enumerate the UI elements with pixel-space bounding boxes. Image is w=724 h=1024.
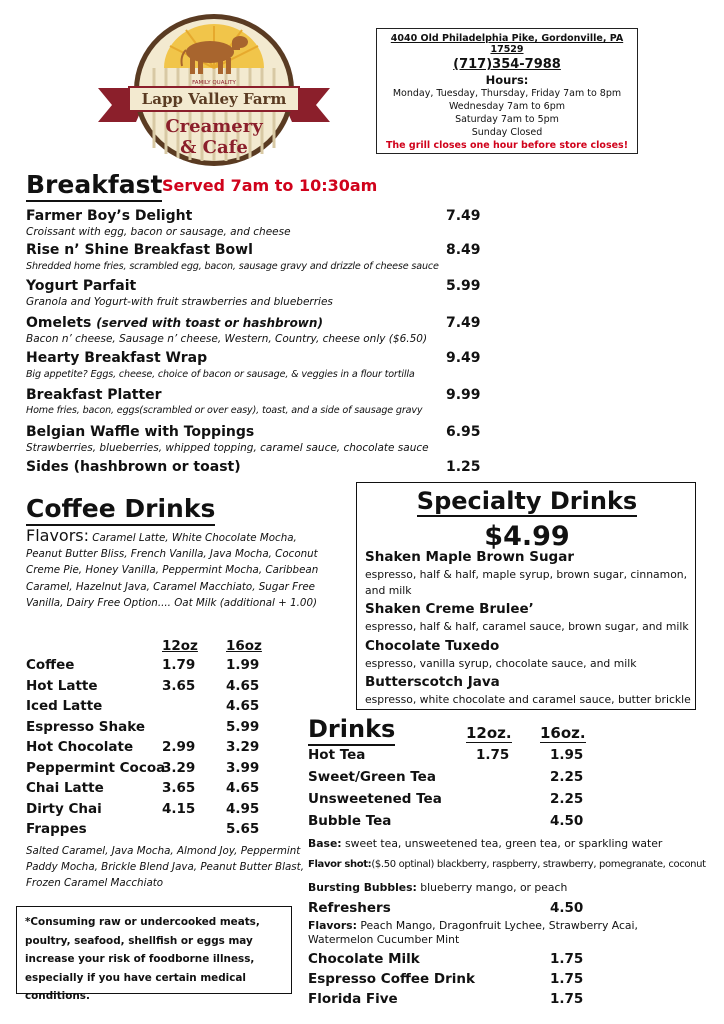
phone-number[interactable]: (717)354-7988 bbox=[453, 57, 561, 72]
coffee-item-price-16: 5.65 bbox=[226, 821, 260, 837]
drink-item-name: Unsweetened Tea bbox=[308, 791, 442, 807]
drink-item-name: Espresso Coffee Drink bbox=[308, 971, 475, 987]
hours-line: Sunday Closed bbox=[471, 127, 543, 138]
coffee-flavors-list: Caramel Latte, White Chocolate Mocha, Peanut Butter Bliss, French Vanilla, Java Mocha, Coconut Creme Pie, Honey Vanilla, Peppermint Mocha, Caribbean Caramel, Hazelnut Java, Caramel Macchiato, Sugar Free Vanilla, Dairy Free Option.... Oat Milk (additional + 1.00) bbox=[26, 532, 319, 609]
coffee-col-16oz: 16oz bbox=[226, 638, 262, 654]
coffee-flavors bbox=[26, 528, 336, 611]
specialty-price: $4.99 bbox=[484, 521, 570, 552]
info-box bbox=[376, 28, 638, 154]
specialty-item-name: Shaken Maple Brown Sugar bbox=[365, 549, 574, 565]
coffee-item-price-16: 5.99 bbox=[226, 719, 260, 735]
breakfast-item-desc: Shredded home fries, scrambled egg, bacon, sausage gravy and drizzle of cheese sauce bbox=[26, 261, 439, 272]
breakfast-item-price: 9.99 bbox=[446, 387, 481, 403]
specialty-item-desc: espresso, white chocolate and caramel sauce, butter brickle bbox=[365, 693, 691, 706]
refreshers-flavors: Flavors: Peach Mango, Dragonfruit Lychee, Strawberry Acai, Watermelon Cucumber Mint bbox=[308, 919, 638, 946]
hours-line: Wednesday 7am to 6pm bbox=[448, 101, 566, 112]
specialty-heading: Specialty Drinks bbox=[416, 487, 638, 515]
breakfast-item-desc: Croissant with egg, bacon or sausage, and cheese bbox=[26, 226, 291, 238]
drink-item-price-16: 2.25 bbox=[550, 791, 584, 807]
breakfast-item-price: 1.25 bbox=[446, 459, 481, 475]
hours-line: Saturday 7am to 5pm bbox=[455, 114, 559, 125]
svg-text:FAMILY QUALITY: FAMILY QUALITY bbox=[192, 80, 236, 86]
drink-item-name: Bubble Tea bbox=[308, 813, 392, 829]
coffee-item-name: Frappes bbox=[26, 821, 87, 837]
drinks-col-16oz: 16oz. bbox=[540, 724, 586, 742]
breakfast-item-name: Belgian Waffle with Toppings bbox=[26, 424, 255, 440]
specialty-drinks-box bbox=[356, 482, 696, 710]
coffee-item-price-12: 3.29 bbox=[162, 760, 196, 776]
coffee-item-price-16: 3.99 bbox=[226, 760, 260, 776]
drink-item-name: Refreshers bbox=[308, 900, 391, 916]
drink-item-price: 1.75 bbox=[550, 951, 584, 967]
coffee-item-price-16: 3.29 bbox=[226, 739, 260, 755]
breakfast-served-time: Served 7am to 10:30am bbox=[162, 176, 378, 195]
coffee-item-price-12: 2.99 bbox=[162, 739, 196, 755]
breakfast-item-desc: Strawberries, blueberries, whipped topping, caramel sauce, chocolate sauce bbox=[26, 442, 429, 454]
specialty-item-desc: espresso, half & half, maple syrup, brown sugar, cinnamon, and milk bbox=[365, 568, 688, 598]
breakfast-item-price: 7.49 bbox=[446, 315, 481, 331]
drink-item-price: 1.75 bbox=[550, 971, 584, 987]
hours-heading: Hours: bbox=[485, 73, 529, 87]
bubble-tea-bursting-bubbles: Bursting Bubbles: blueberry mango, or peach bbox=[308, 881, 568, 894]
drink-item-price-16: 4.50 bbox=[550, 813, 584, 829]
drink-item-price-12: 1.75 bbox=[476, 747, 510, 763]
specialty-item-name: Butterscotch Java bbox=[365, 674, 500, 690]
coffee-flavors-label: Flavors: bbox=[26, 526, 90, 545]
coffee-item-price-12: 1.79 bbox=[162, 657, 196, 673]
specialty-item-desc: espresso, vanilla syrup, chocolate sauce, and milk bbox=[365, 657, 637, 670]
specialty-item-desc: espresso, half & half, caramel sauce, brown sugar, and milk bbox=[365, 620, 689, 633]
breakfast-item-desc: Big appetite? Eggs, cheese, choice of bacon or sausage, & veggies in a flour tortilla bbox=[26, 369, 415, 380]
breakfast-item-name: Farmer Boy’s Delight bbox=[26, 208, 193, 224]
coffee-item-price-12: 3.65 bbox=[162, 678, 196, 694]
breakfast-item-name: Rise n’ Shine Breakfast Bowl bbox=[26, 242, 253, 258]
drink-item-name: Chocolate Milk bbox=[308, 951, 420, 967]
coffee-item-price-16: 4.95 bbox=[226, 801, 260, 817]
breakfast-item-price: 9.49 bbox=[446, 350, 481, 366]
breakfast-item-name: Omelets (served with toast or hashbrown) bbox=[26, 315, 323, 331]
frappe-flavors: Salted Caramel, Java Mocha, Almond Joy, Peppermint Paddy Mocha, Brickle Blend Java, Peanut Butter Blast, Frozen Caramel Macchiato bbox=[26, 845, 304, 889]
coffee-item-name: Espresso Shake bbox=[26, 719, 145, 735]
coffee-item-name: Iced Latte bbox=[26, 698, 103, 714]
breakfast-item-name: Hearty Breakfast Wrap bbox=[26, 350, 208, 366]
breakfast-item-desc: Bacon n’ cheese, Sausage n’ cheese, Western, Country, cheese only ($6.50) bbox=[26, 333, 428, 345]
coffee-item-price-16: 4.65 bbox=[226, 678, 260, 694]
coffee-item-price-16: 4.65 bbox=[226, 698, 260, 714]
drink-item-price: 1.75 bbox=[550, 991, 584, 1007]
drink-item-price-16: 1.95 bbox=[550, 747, 584, 763]
breakfast-item-name: Yogurt Parfait bbox=[26, 278, 137, 294]
specialty-item-name: Chocolate Tuxedo bbox=[365, 638, 500, 654]
breakfast-item-note: (served with toast or hashbrown) bbox=[96, 316, 323, 330]
coffee-item-price-16: 4.65 bbox=[226, 780, 260, 796]
breakfast-item-desc: Granola and Yogurt-with fruit strawberries and blueberries bbox=[26, 296, 333, 308]
coffee-heading: Coffee Drinks bbox=[26, 494, 215, 526]
address: 4040 Old Philadelphia Pike, Gordonville, PA 17529 bbox=[390, 33, 624, 55]
coffee-item-name: Hot Chocolate bbox=[26, 739, 134, 755]
logo-creamery: Creamery bbox=[165, 116, 263, 137]
drink-item-name: Florida Five bbox=[308, 991, 398, 1007]
coffee-item-name: Chai Latte bbox=[26, 780, 104, 796]
coffee-item-name: Dirty Chai bbox=[26, 801, 102, 817]
specialty-item-name: Shaken Creme Brulee’ bbox=[365, 601, 534, 617]
drink-item-name: Sweet/Green Tea bbox=[308, 769, 436, 785]
coffee-item-name: Peppermint Cocoa bbox=[26, 760, 166, 776]
food-safety-warning: *Consuming raw or undercooked meats, poultry, seafood, shellfish or eggs may increase your risk of foodborne illness, especially if you have certain medical conditions. bbox=[16, 906, 292, 994]
logo-cafe: & Cafe bbox=[180, 137, 248, 158]
breakfast-item-price: 8.49 bbox=[446, 242, 481, 258]
bubble-tea-base: Base: sweet tea, unsweetened tea, green tea, or sparkling water bbox=[308, 837, 663, 850]
drink-item-price: 4.50 bbox=[550, 900, 584, 916]
coffee-item-name: Hot Latte bbox=[26, 678, 98, 694]
drinks-heading: Drinks bbox=[308, 714, 395, 746]
breakfast-heading: Breakfast bbox=[26, 170, 162, 202]
breakfast-item-price: 7.49 bbox=[446, 208, 481, 224]
coffee-item-name: Coffee bbox=[26, 657, 75, 673]
hours-line: Monday, Tuesday, Thursday, Friday 7am to 8pm bbox=[392, 88, 622, 99]
drink-item-price-16: 2.25 bbox=[550, 769, 584, 785]
breakfast-item-name: Sides (hashbrown or toast) bbox=[26, 459, 241, 475]
breakfast-item-desc: Home fries, bacon, eggs(scrambled or over easy), toast, and a side of sausage gravy bbox=[26, 405, 423, 416]
drink-item-name: Hot Tea bbox=[308, 747, 366, 763]
coffee-item-price-12: 4.15 bbox=[162, 801, 196, 817]
drinks-col-12oz: 12oz. bbox=[466, 724, 512, 742]
coffee-col-12oz: 12oz bbox=[162, 638, 198, 654]
logo-name: Lapp Valley Farm bbox=[141, 90, 287, 108]
grill-note: The grill closes one hour before store closes! bbox=[385, 140, 629, 151]
breakfast-item-price: 6.95 bbox=[446, 424, 481, 440]
coffee-item-price-16: 1.99 bbox=[226, 657, 260, 673]
breakfast-item-price: 5.99 bbox=[446, 278, 481, 294]
bubble-tea-flavor-shot: Flavor shot:($.50 optinal) blackberry, raspberry, strawberry, pomegranate, coconut bbox=[308, 859, 706, 870]
breakfast-item-name: Breakfast Platter bbox=[26, 387, 162, 403]
farm-logo bbox=[98, 8, 330, 168]
coffee-item-price-12: 3.65 bbox=[162, 780, 196, 796]
